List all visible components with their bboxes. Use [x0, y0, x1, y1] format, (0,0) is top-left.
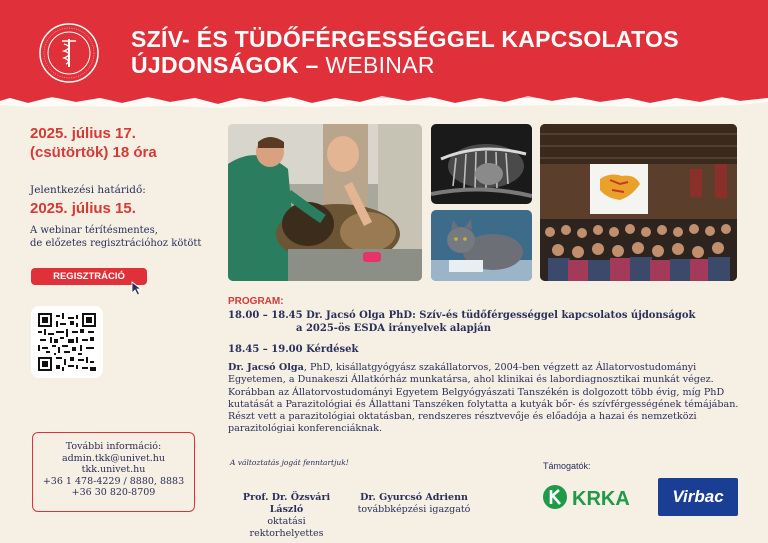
torn-paper-edge [0, 92, 768, 114]
contact-phone-1: +36 1 478-4229 / 8880, 8883 [42, 475, 185, 487]
title-line-2: ÚJDONSÁGOK – [131, 52, 319, 78]
program-item-lecture-line-2: a 2025-ös ESDA irányelvek alapján [296, 322, 491, 334]
title-webinar: WEBINAR [318, 52, 435, 78]
disclaimer: A változtatás jogát fenntartjuk! [230, 458, 349, 467]
krka-logo [542, 484, 638, 510]
deadline-date: 2025. július 15. [30, 200, 136, 217]
contact-website[interactable]: tkk.univet.hu [81, 464, 146, 475]
pointer-cursor-icon [130, 280, 146, 296]
qr-code[interactable] [38, 313, 96, 371]
signatory-1-name: Prof. Dr. Özsvári László [242, 492, 331, 515]
program-heading: PROGRAM: [228, 296, 284, 307]
university-seal-logo [38, 22, 100, 84]
sponsors-label: Támogatók: [543, 461, 591, 471]
contact-phone-2: +36 30 820-8709 [71, 487, 156, 498]
event-date [30, 124, 157, 162]
signatory-1-title: oktatási rektorhelyettes [249, 516, 324, 539]
page-title [131, 26, 679, 78]
title-line-1: SZÍV- ÉS TÜDŐFÉRGESSÉGGEL KAPCSOLATOS [131, 26, 679, 52]
speaker-name: Dr. Jacsó Olga [228, 362, 304, 373]
signatory-2-name: Dr. Gyurcsó Adrienn [360, 492, 468, 503]
program-item-lecture-line-1: 18.00 – 18.45 Dr. Jacsó Olga PhD: Szív-és tüdőférgességgel kapcsolatos újdonságok [228, 310, 696, 321]
krka-logo-text: KRKA [572, 488, 630, 510]
register-button[interactable]: REGISZTRÁCIÓ [31, 268, 147, 285]
photo-xray [431, 124, 532, 204]
contact-email[interactable]: admin.tkk@univet.hu [61, 452, 166, 464]
signatory-1 [229, 492, 344, 540]
virbac-logo: Virbac [658, 478, 738, 516]
signatory-2-title: továbbképzési igazgató [357, 504, 471, 515]
event-date-line-2: (csütörtök) 18 óra [30, 144, 157, 161]
photo-lecture-hall [540, 124, 737, 281]
free-note-line-2: de előzetes regisztrációhoz kötött [30, 238, 202, 249]
contact-heading: További információ: [65, 441, 162, 452]
signatory-2 [355, 492, 473, 516]
photo-vet-with-dog [228, 124, 422, 281]
contact-info-box [32, 432, 195, 512]
speaker-bio-text: , PhD, kisállatgyógyász szakállatorvos, 2004-ben végzett az Állatorvostudományi Egyetemen, a Dunakeszi Állatkórház munkatársa, ahol klinikai és labordiagnosztikai munkát végez. Korábban az Állatorvostudományi Egyetem Belgyógyászati Tanszékén is dolgozott több évig, míg PhD kutatását a Parazitológiai és Állattani Tanszéken folytatta a kutyák bőr- és szívférgességének témájában. Részt vett a parazitológiai oktatásban, rendszeres résztvevője és előadója a hazai és nemzetközi parazitológiai konferenciáknak. [228, 362, 739, 435]
event-date-line-1: 2025. július 17. [30, 125, 136, 142]
photo-gray-cat [431, 210, 532, 281]
program-item-lecture [228, 310, 748, 335]
free-note-line-1: A webinar térítésmentes, [30, 225, 158, 236]
program-item-questions: 18.45 – 19.00 Kérdések [228, 344, 359, 355]
free-note [30, 224, 220, 250]
deadline-label: Jelentkezési határidő: [30, 184, 146, 196]
speaker-bio [228, 362, 743, 436]
